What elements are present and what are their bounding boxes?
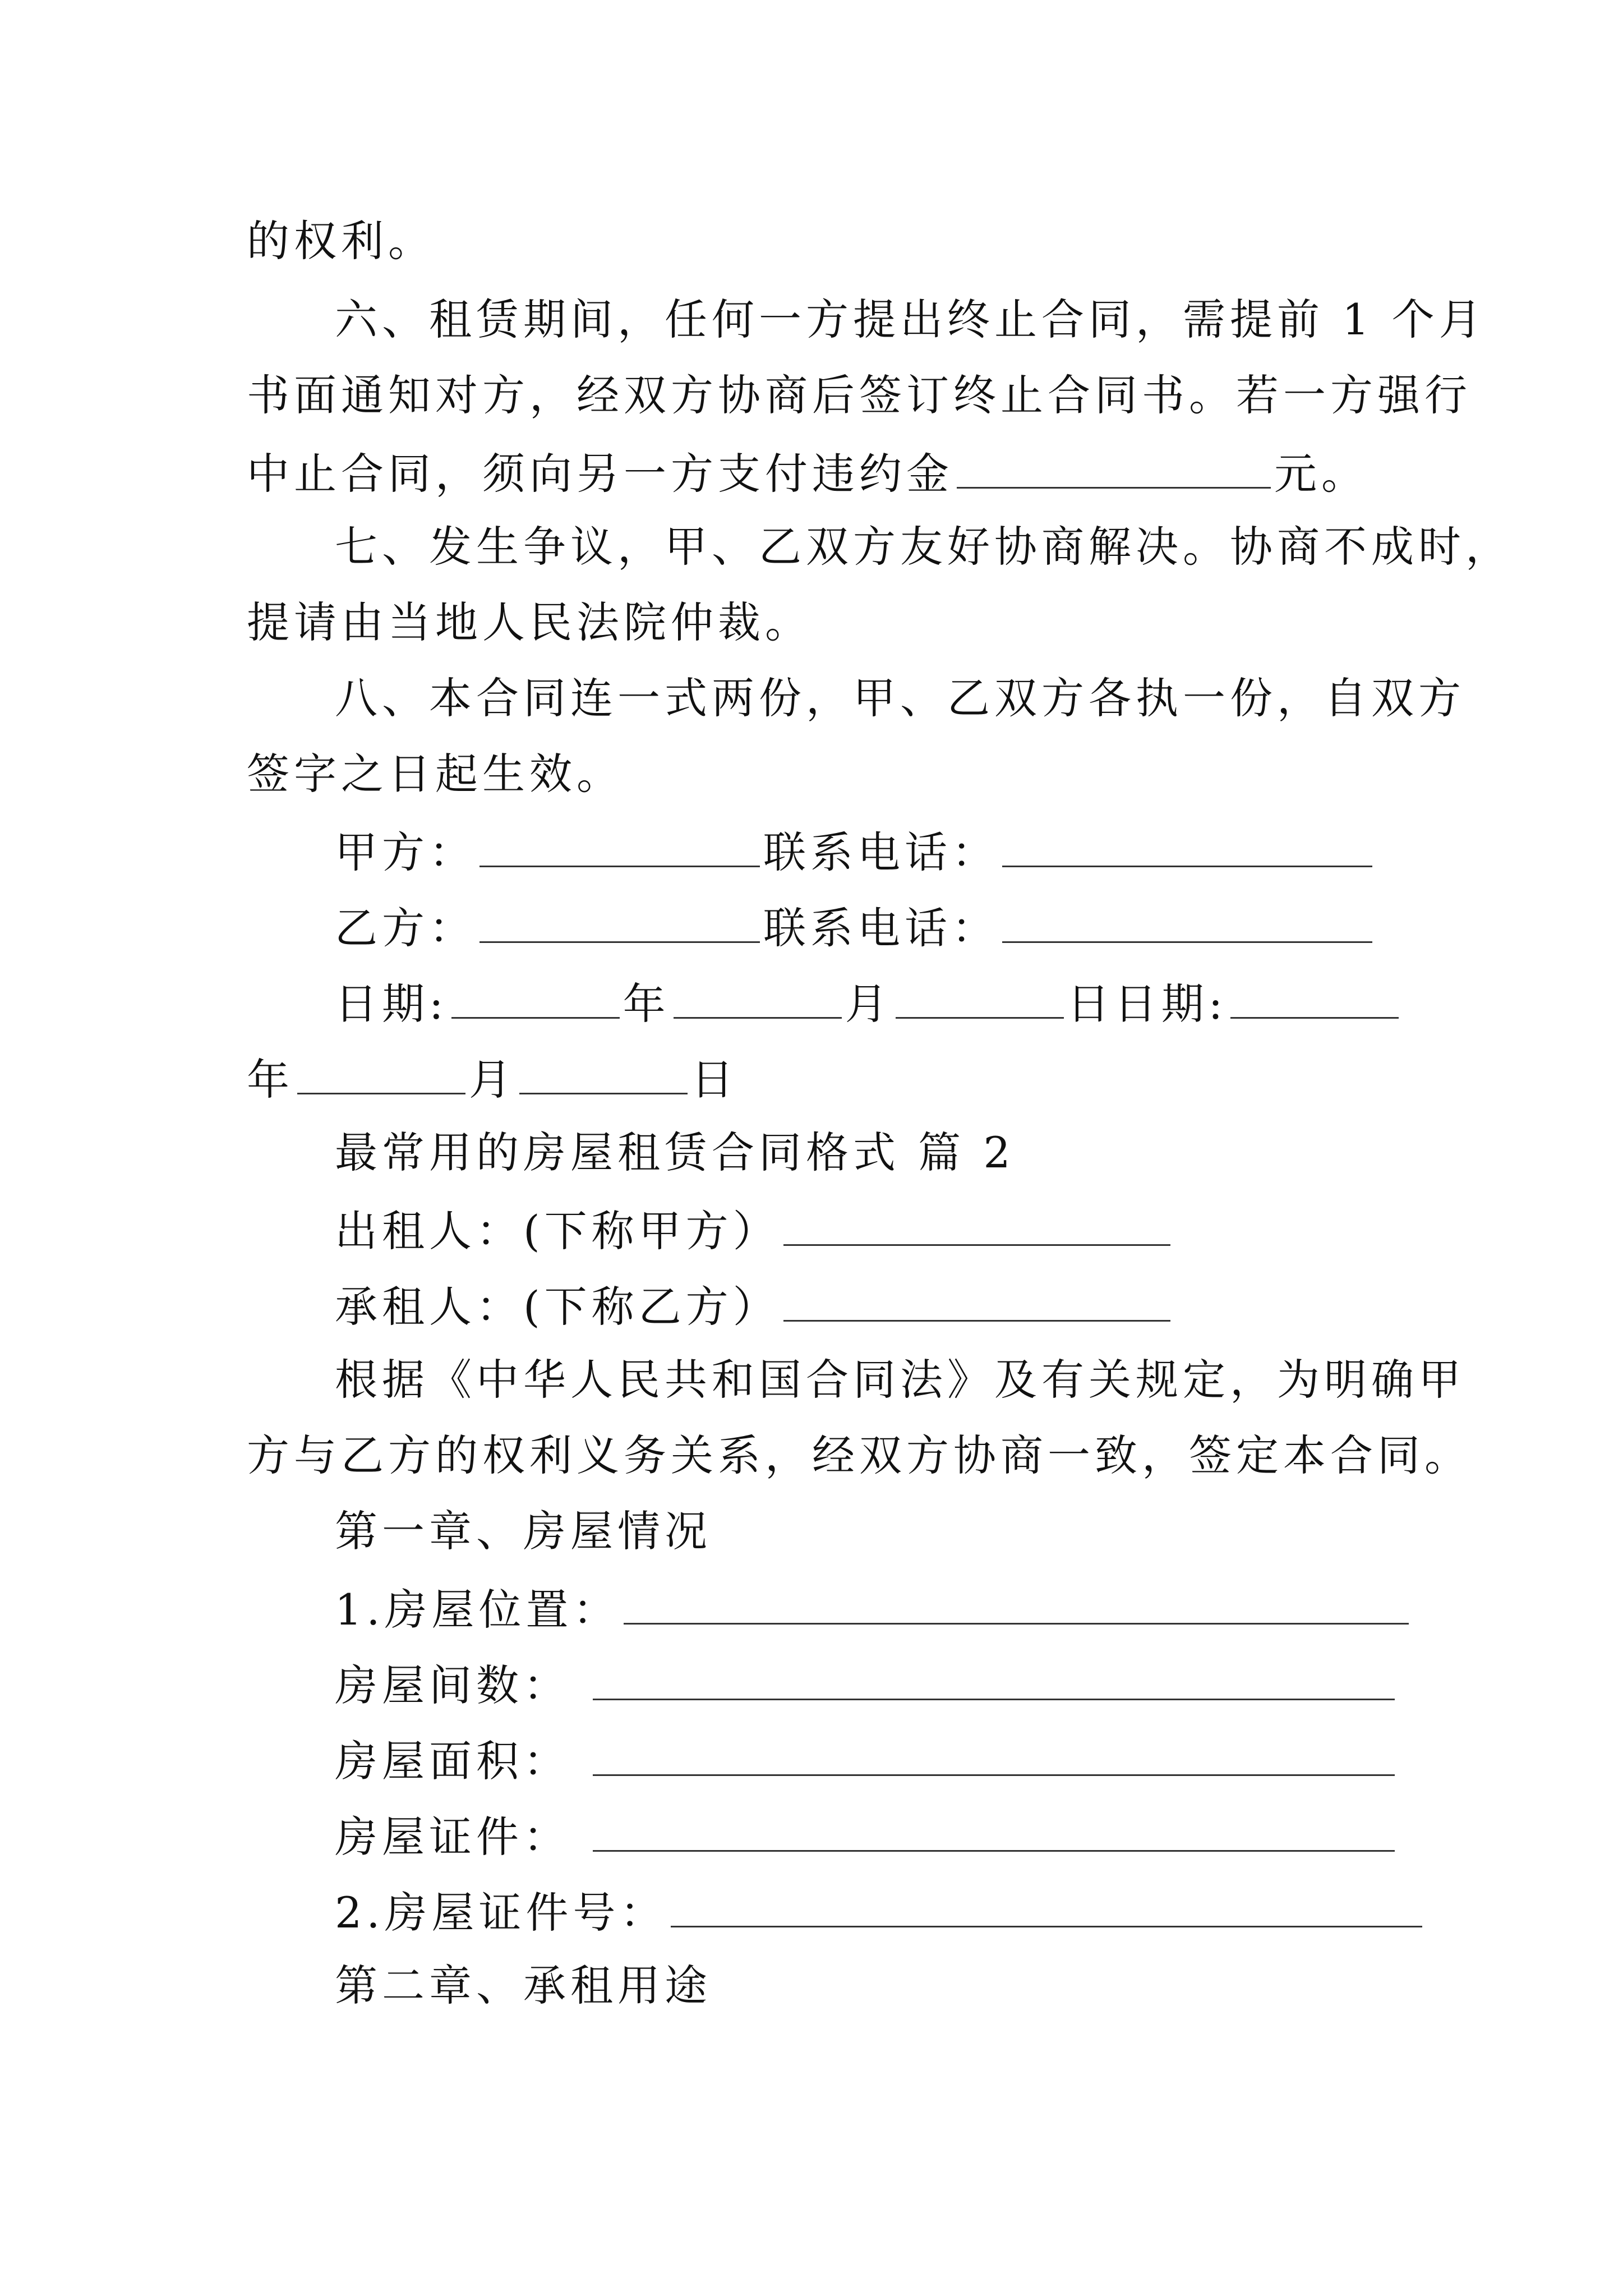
- house-area-label: 房屋面积：: [335, 1736, 570, 1786]
- basis-line-2: [247, 1428, 1472, 1484]
- text-span: 元。: [1274, 449, 1368, 499]
- year-blank[interactable]: [1230, 973, 1399, 1019]
- party-a-phone-blank[interactable]: [1002, 822, 1372, 867]
- party-b-label: 乙方：: [335, 903, 476, 953]
- paragraph-line: [247, 213, 435, 269]
- text-span: 书面通知对方，经双方协商后签订终止合同书。若一方强行: [247, 370, 1472, 420]
- text-span: 提请由当地人民法院仲裁。: [247, 597, 812, 647]
- text-span: 最常用的房屋租赁合同格式 篇 2: [335, 1128, 1015, 1177]
- month-blank[interactable]: [297, 1049, 465, 1094]
- year-blank[interactable]: [451, 973, 620, 1019]
- party-a-label: 甲方：: [335, 827, 476, 877]
- year-label: 年: [247, 1055, 294, 1105]
- house-area-row: [335, 1731, 1398, 1787]
- lessor-blank[interactable]: [783, 1200, 1170, 1246]
- month-label: 月: [469, 1055, 516, 1105]
- clause-eight-line-1: [335, 670, 1465, 726]
- text-span: 八、本合同连一式两份，甲、乙双方各执一份，自双方: [335, 673, 1465, 723]
- house-rooms-label: 房屋间数：: [335, 1660, 570, 1710]
- clause-six-line-2: [247, 367, 1472, 424]
- house-cert-no-label: 2.房屋证件号：: [335, 1888, 667, 1938]
- day-blank[interactable]: [519, 1049, 688, 1094]
- month-label: 月: [845, 979, 892, 1029]
- house-rooms-row: [335, 1655, 1398, 1711]
- text-span: 七、发生争议，甲、乙双方友好协商解决。协商不成时，: [335, 522, 1513, 572]
- penalty-amount-blank[interactable]: [957, 443, 1271, 489]
- house-cert-blank[interactable]: [593, 1806, 1395, 1852]
- day-label: 日: [691, 1055, 738, 1105]
- house-location-row: [335, 1579, 1412, 1635]
- clause-seven-line-1: [335, 519, 1513, 575]
- lessor-row: [335, 1200, 1174, 1257]
- day-label: 日: [1067, 979, 1114, 1029]
- basis-line-1: [335, 1352, 1465, 1408]
- text-span: 六、租赁期间，任何一方提出终止合同，需提前 1 个月: [335, 295, 1486, 344]
- party-a-row: [335, 822, 1376, 878]
- clause-eight-line-2: [247, 746, 624, 802]
- text-span: 第二章、承租用途: [335, 1961, 712, 2010]
- text-span: 第一章、房屋情况: [335, 1506, 712, 1556]
- day-blank[interactable]: [896, 973, 1064, 1019]
- party-b-phone-blank[interactable]: [1002, 898, 1372, 943]
- date-label: 日期:: [335, 979, 448, 1029]
- text-span: 签字之日起生效。: [247, 749, 624, 799]
- house-cert-label: 房屋证件：: [335, 1812, 570, 1862]
- text-span: 方与乙方的权利义务关系，经双方协商一致，签定本合同。: [247, 1430, 1472, 1480]
- month-blank[interactable]: [674, 973, 842, 1019]
- year-label: 年: [623, 979, 670, 1029]
- chapter-one-heading: [335, 1503, 712, 1559]
- text-span: 的权利。: [247, 216, 435, 266]
- lessee-blank[interactable]: [783, 1276, 1170, 1322]
- section-title: [335, 1125, 1015, 1181]
- text-span: 根据《中华人民共和国合同法》及有关规定，为明确甲: [335, 1355, 1465, 1405]
- lessee-label: 承租人：(下称乙方）: [335, 1282, 780, 1332]
- clause-seven-line-2: [247, 595, 812, 651]
- party-b-blank[interactable]: [479, 898, 760, 943]
- clause-six-line-1: [335, 292, 1486, 348]
- house-cert-no-row: [335, 1882, 1426, 1938]
- party-a-blank[interactable]: [479, 822, 760, 867]
- text-span: 中止合同，须向另一方支付违约金: [247, 449, 953, 499]
- lessee-row: [335, 1276, 1174, 1332]
- phone-label: 联系电话：: [763, 827, 999, 877]
- house-cert-row: [335, 1806, 1398, 1862]
- house-cert-no-blank[interactable]: [671, 1882, 1422, 1927]
- date-row-1: [335, 973, 1402, 1029]
- house-rooms-blank[interactable]: [593, 1655, 1395, 1700]
- phone-label: 联系电话：: [763, 903, 999, 953]
- house-area-blank[interactable]: [593, 1731, 1395, 1776]
- house-location-blank[interactable]: [624, 1579, 1409, 1625]
- party-b-row: [335, 898, 1376, 954]
- date-row-2: [247, 1049, 738, 1105]
- chapter-two-heading: [335, 1958, 712, 2014]
- date-label: 日期:: [1114, 979, 1228, 1029]
- clause-six-line-3: [247, 443, 1368, 499]
- house-location-label: 1.房屋位置：: [335, 1585, 620, 1635]
- lessor-label: 出租人：(下称甲方）: [335, 1206, 780, 1256]
